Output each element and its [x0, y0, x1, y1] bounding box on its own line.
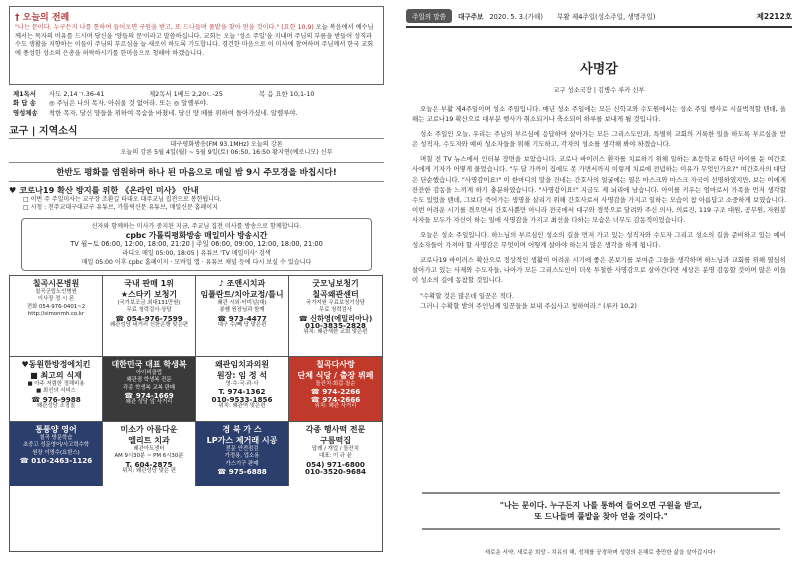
- ad-line: 칠곡왜관센터: [312, 290, 359, 300]
- gospel-intro: [15, 24, 378, 58]
- liturgy-title: † 오늘의 전례: [15, 13, 70, 23]
- ad-line: ♪ 조앤시치과: [218, 279, 266, 289]
- radio-line: 오늘의 강론 5월 4일(월) ~ 5월 9일(토) 06:50, 16:50 황지연(예로니모) 신부: [120, 149, 333, 157]
- reading-first: 사도 2,14ㄱ.36-41: [49, 90, 105, 98]
- reading-second: 제2독서 1베드 2,20ㄴ-25: [149, 90, 223, 98]
- ad-line: 왜관 성당 앞 사거리: [125, 399, 173, 406]
- ad-line: 칠곡시몬병원: [32, 279, 80, 289]
- ad-line: 054) 971-6800: [306, 459, 365, 469]
- ad-cell: [10, 276, 103, 357]
- ad-line: ☎ 054-976-7599: [115, 313, 183, 323]
- masthead: [406, 6, 792, 28]
- reading-label: 제1독서: [13, 90, 36, 98]
- ad-line: 대구 수/빼 당 맞은편: [217, 321, 267, 328]
- ad-line: ☎ 976-9988: [31, 394, 81, 404]
- corona-title: ♥ 코로나19 확산 방지를 위한 《온라인 미사》 안내: [9, 184, 199, 195]
- paper-name: 대구주보: [457, 13, 484, 21]
- ad-line: AM 9시30분 ~ PM 6시30분: [114, 453, 184, 460]
- list-item: □ 이번 주 주일미사는 교구장 조환길 타대오 대주교님 집전으로 봉헌됩니다.: [23, 195, 222, 203]
- ad-line: 원장: 임 정 석: [216, 371, 268, 381]
- ad-line: 전화 054-976-0401~2: [26, 303, 86, 310]
- ad-line: 국내 판매 1위: [124, 279, 174, 289]
- gospel-text: 오늘 복음에서 예수님께서는 목자의 비유를 드시며 당신을 '양들의 문'이라고 말씀하십니다. 교회는 오늘 '성소 주일'을 지내며 주님의 부름을 받들어 성직과 수도 생활을 지향하는 이들이 주님의 부르심을 늘 새로이 하도록 기도합니다. 경건한 마음으로 이 미사에 참여하며 주님께서 한국 교회에 풍성한 성소의 은총을 허락하시기를 한마음으로 청해야 하겠습니다.: [15, 24, 374, 57]
- ad-line: 왜관임치과의원: [214, 360, 270, 370]
- ad-cell: [196, 276, 289, 357]
- article-paragraph: 오늘은 성소 주일입니다. 하느님의 부르심인 성소의 길을 먼저 가고 있는 성직자와 수도자 그리고 성소의 길을 준비하고 있는 예비 성소자들이 가져야 할 사명감은 무엇이며 어떻게 살아야 하는지 많은 생각을 하게 됩니다.: [412, 231, 786, 250]
- article-body: [406, 104, 792, 311]
- article-paragraph: 성소 주일인 오늘, 우리는 주님의 부르심에 응답하며 살아가는 모든 그리스도인과, 특별히 교회의 거룩한 일을 하도록 부르심을 받은 성직자, 수도자와 예비 성소자들을 위해 기도하고, 각자의 성소를 생각해 봐야 하겠습니다.: [412, 130, 786, 149]
- list-item: □ 시청 : 천주교대구대교구 유튜브, 가톨릭신문 유튜브, 매일신문 홈페이지: [23, 204, 218, 212]
- gospel-quote: "나는 문이다. 누구든지 나를 통하여 들어오면 구원을 받고, 또 드나들며 풀밭을 찾아 얻을 것이다." (요한 10,9): [15, 24, 314, 31]
- ad-line: 원장 이명수(요한스): [32, 449, 80, 456]
- communion-antiphon: 착한 목자, 당신 양들을 위하여 목숨을 바쳤네. 당신 양 떼를 위하여 돌아가셨네. 알렐루야.: [49, 108, 298, 117]
- article-paragraph: 코로나19 바이러스 확산으로 정상적인 생활이 어려운 시기에 좋은 본보기를 보여준 그들을 생각하며 하느님과 교회를 위해 열심히 살아가고 있는 사제와 수도자들, 나아가 모든 그리스도인이 더욱 투철한 사명감으로 살아간다면 세상은 분명 감동할 것이며 많은 이들이 성소의 길에 동참할 것입니다.: [412, 256, 786, 285]
- ad-line: 왜관성당 조정칠: [36, 402, 76, 409]
- ad-line: 굿모닝보청기: [312, 279, 359, 289]
- ad-line: 엘리트 치과: [128, 436, 170, 446]
- article-paragraph: 오늘은 부활 제4주일이며 성소 주일입니다. 매년 성소 주일에는 모든 신학교와 수도원에서는 성소 주일 행사로 시끌벅적할 텐데, 올해는 코로나19 확산으로 대부분 행사가 취소되거나 축소되어 하루를 보내게 될 것입니다.: [412, 105, 786, 124]
- ad-cell: [289, 422, 382, 486]
- ad-line: 통풍양 영어: [35, 425, 77, 435]
- ad-line: 010-3835-2828: [305, 320, 366, 330]
- ad-line: ☎ 974-2266: [310, 387, 361, 397]
- todays-liturgy-box: [9, 6, 384, 85]
- reading-label: 화 답 송: [13, 99, 36, 108]
- column-badge: 주일의 말씀: [406, 9, 452, 23]
- feast-name: 부활 제4주일(성소주일, 생명주일): [556, 13, 656, 21]
- issue-date: 2020. 5. 3.(가해): [489, 13, 543, 21]
- ad-line: 왜관성당 네거리 신한은행 맞은편: [109, 321, 189, 328]
- radio-line: 대구평화방송(FM 93.1MHz) 오늘의 강론: [170, 141, 283, 149]
- reading-label: 영성체송: [13, 108, 38, 117]
- ad-line: ■ 아주 저렴한 정해비용: [27, 381, 85, 388]
- quote-line: "나는 문이다. 누구든지 나를 통하여 들어오면 구원을 받고,: [499, 501, 703, 510]
- ad-line: 돌잔치·회갑·칠순: [315, 381, 356, 388]
- ad-line: 초중고 성문영어/사고력수학: [22, 442, 90, 449]
- ad-cell: [10, 422, 103, 486]
- diocese-motto: 새로운 서약, 새로운 희망 - 치유의 해, 성체를 공경하며 성령의 은혜로 충만한 삶을 살아갑시다!: [484, 550, 716, 556]
- cpbc-mobile: 매일 05:00 이후 cpbc 홈페이지 · 모바일 앱 · 유튜브 채널 등에 다시 보실 수 있습니다: [81, 259, 312, 267]
- section-title: 교구 | 지역소식: [9, 122, 384, 139]
- article-paragraph: 며칠 전 TV 뉴스에서 인터뷰 장면을 보았습니다. 코로나 바이러스 환자를 치료하기 위해 일하는 초등학교 6학년 아이를 둔 여간호사에게 기자가 어떻게 물었습니다. "두 달 가까이 집에도 못 가면서까지 이렇게 치료에 전념하는 이유가 무엇인가요?" 여간호사의 대답은 단순했습니다. "사명감이요!" 이 한마디의 말을 건네는 간호사의 얼굴에는 열은 마스크와 마스크 자국이 선명하였지만, 보는 이에게 잔잔한 감동을 느끼게 하기 충분하였습니다. "사명감이요!" 지금도 제 뇌리에 남습니다. 아이를 키우는 엄마로서 가족을 먼저 생각할 수도 있었을 텐데, 그보다 죽어가는 생명을 살리기 위해 간호사로서 사명감을 가지고 일하는 모습이 참 아름답고 소중하게 보였습니다. 이번 어려운 시기를 겪으면서 간호사뿐만 아니라 전국에서 대구와 경북으로 달려와 주신 의사, 의료진, 119 구조 대원, 공무원, 자원봉사자들 모두가 자신이 하는 일에 사명감을 가지고 최선을 다하는 모습은 너무도 감동적이었습니다.: [412, 155, 786, 224]
- ad-line: 위치: 왜관새한 교회 맞은편: [303, 329, 368, 336]
- ad-cell: [103, 276, 196, 357]
- ad-line: 구름떡집: [320, 436, 351, 446]
- ad-cell: [289, 276, 382, 357]
- ad-line: 임플란트/치아교정/틀니: [200, 290, 284, 300]
- ad-line: http://simonmh.co.kr: [27, 310, 85, 317]
- right-page: [400, 0, 800, 565]
- gospel-quote-box: [422, 492, 780, 530]
- cpbc-title: cpbc 가톨릭평화방송 매일미사 방송시간: [125, 231, 268, 241]
- ad-line: 무료 청력검사: [319, 307, 352, 314]
- ad-line: ♥동원한방정에치킨: [21, 360, 91, 370]
- ad-line: 각종 학생복 교복 판매: [122, 384, 175, 391]
- ads-grid: [9, 275, 383, 552]
- ad-line: T. 974-1362: [218, 387, 266, 397]
- ad-line: ☎ 010-2463-1126: [19, 455, 93, 465]
- ad-line: 각종 행사떡 전문: [305, 425, 366, 435]
- ad-line: ☎ 974-1669: [124, 390, 174, 400]
- responsorial-psalm: ◎ 주님은 나의 목자, 아쉬울 것 없어라. 또는 ◎ 알렐루야.: [49, 99, 208, 108]
- ad-line: ■ 최고의 식재: [30, 371, 82, 381]
- ad-line: 칠곡 방문학습: [39, 435, 73, 442]
- article-paragraph: 그러니 수확할 밭의 주인님께 일꾼들을 보내 주십사고 청하여라." (루카 10,2): [420, 301, 637, 310]
- ad-cell: [103, 422, 196, 486]
- ad-line: ■ 최선의 서비스: [36, 388, 76, 395]
- ad-cell: [10, 357, 103, 422]
- left-page: [0, 0, 392, 565]
- article-byline: 교구 성소국장 | 김병수 루카 신부: [553, 87, 645, 94]
- ad-line: 영·수·국·과·사: [225, 381, 259, 388]
- article-paragraph: "수확할 것은 많은데 일꾼은 적다.: [420, 291, 515, 300]
- ad-line: 칠곡군립노인병원: [35, 289, 77, 296]
- ad-line: 010-3520-9684: [305, 466, 366, 476]
- ad-line: ☎ 975-6888: [217, 466, 267, 476]
- ad-line: 미소가 아름다운: [120, 425, 178, 435]
- ad-line: T. 604-2875: [125, 459, 173, 469]
- reading-row: [13, 99, 380, 108]
- reading-row: [13, 90, 380, 99]
- ad-line: 봉쌤 원장님과 함께: [219, 307, 265, 314]
- ad-line: 위치: 왜관성당 맞은 편: [122, 467, 176, 474]
- ad-line: (국가보조금 최대131만원): [117, 300, 181, 307]
- prayer-campaign: 한반도 평화를 염원하며 하나 된 마음으로 매일 밤 9시 주모경을 바칩시다!: [9, 162, 384, 182]
- issue-number: 제2212호: [756, 11, 792, 21]
- ad-line: 국가지원 무료보청기상담: [306, 300, 365, 307]
- reading-gospel: 복 음 요한 10,1-10: [259, 90, 315, 98]
- ad-line: 답례 / 개업 / 돌잔치: [312, 446, 359, 453]
- cpbc-box: [21, 218, 372, 271]
- ad-line: 전문 안전점검: [225, 446, 259, 453]
- cpbc-tv: TV 월~토 06:00, 12:00, 18:00, 21:20 | 주일 06:00, 09:00, 12:00, 18:00, 21:00: [70, 240, 323, 249]
- ad-cell: [103, 357, 196, 422]
- ad-line: 칠곡다사랑: [316, 360, 355, 370]
- ad-line: LP가스 제거래 시공: [206, 436, 278, 446]
- ad-cell: [289, 357, 382, 422]
- ad-line: 대표: 이 규 윤: [319, 453, 352, 460]
- ad-line: ★스타키 보청기: [120, 290, 178, 300]
- ad-line: 위치: 왜관 사거리: [314, 402, 357, 409]
- ad-cell: [196, 357, 289, 422]
- ad-line: 이사장 정 시 몬: [37, 296, 75, 303]
- ad-line: 왜관아트센터: [133, 446, 165, 453]
- ad-line: ☎ 974-2666: [310, 394, 361, 404]
- ad-line: 아이비클럽: [135, 370, 163, 377]
- ad-line: 경 북 가 스: [222, 425, 262, 435]
- article-title: 사명감: [580, 62, 618, 77]
- reading-row: [13, 109, 380, 118]
- ad-line: 가스기구 판매: [225, 460, 259, 467]
- ad-line: ☎ 973-4477: [217, 313, 267, 323]
- ad-line: 대한민국 대표 학생복: [111, 360, 187, 370]
- ad-line: 010-9533-1856: [211, 394, 273, 404]
- radio-info: [9, 141, 384, 157]
- ad-line: 왜관점 학생복 전문: [126, 377, 172, 384]
- ad-line: ☎ 신하영(에밀리아나): [298, 313, 373, 323]
- cpbc-radio: 라디오 매일 05:00, 18:05 | 유튜브 'TV 매일미사' 검색: [122, 250, 271, 258]
- cpbc-intro: 신자와 함께하는 미사가 중지된 지금, 주교님 집전 미사를 방송으로 함께합니다.: [91, 223, 302, 231]
- quote-line: 또 드나들며 풀밭을 찾아 얻을 것이다.": [534, 512, 668, 521]
- readings: [9, 90, 384, 118]
- corona-list: [9, 196, 384, 214]
- ad-line: 가정용, 업소용: [224, 453, 260, 460]
- ad-line: 무료 청력검사·상담: [126, 307, 172, 314]
- ad-line: 위치: 왜관역 맞은편: [218, 402, 266, 409]
- ad-cell: [196, 422, 289, 486]
- ad-line: 단체 식당 / 출장 뷔페: [297, 371, 374, 381]
- ad-line: 왜관 시외·터미널(대): [217, 300, 267, 307]
